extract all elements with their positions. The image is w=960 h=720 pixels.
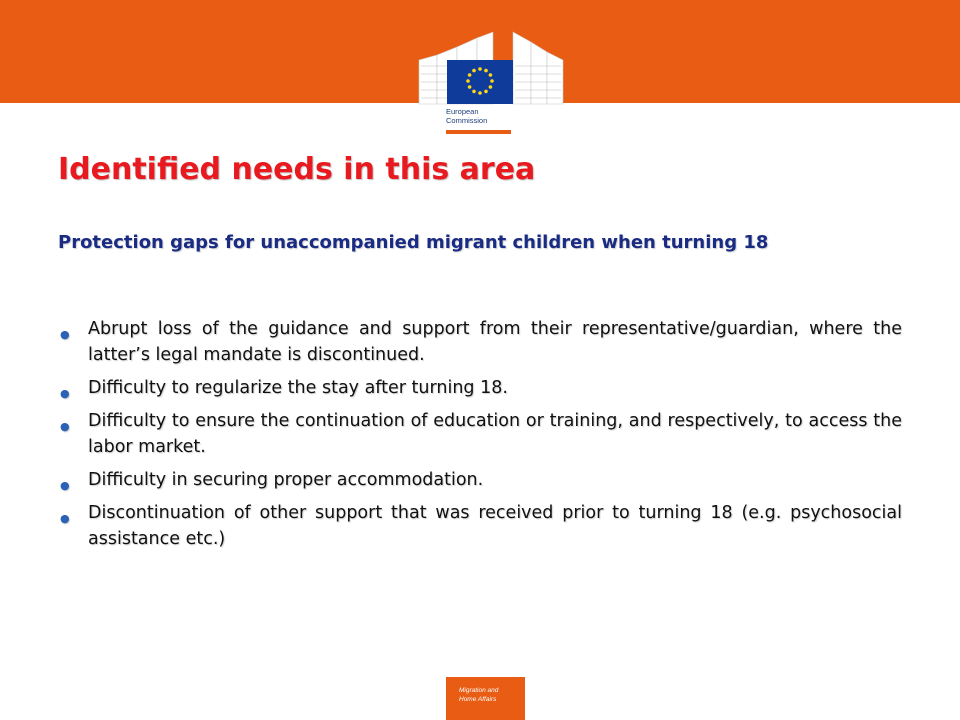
bullet-dot-icon: ● — [60, 512, 70, 525]
bullet-text: Abrupt loss of the guidance and support from their representative/guardian, where the latter’s legal mandate is discontinued. — [88, 319, 902, 365]
bullet-text: Difficulty in securing proper accommodation. — [88, 470, 484, 490]
bullet-item — [58, 316, 902, 368]
bullet-dot-icon: ● — [60, 420, 70, 433]
bullet-item — [58, 408, 902, 460]
bullet-dot-icon: ● — [60, 387, 70, 400]
logo-underline — [446, 130, 511, 134]
logo-text — [446, 107, 526, 125]
bullet-text: Difficulty to ensure the continuation of education or training, and respectively, to access the labor market. — [88, 411, 902, 457]
footer-line2: Home Affairs — [459, 696, 497, 703]
bullet-item — [58, 375, 902, 401]
bullet-text: Difficulty to regularize the stay after turning 18. — [88, 378, 508, 398]
bullet-item — [58, 467, 902, 493]
bullet-text: Discontinuation of other support that was received prior to turning 18 (e.g. psychosocial assistance etc.) — [88, 503, 902, 549]
footer-line1: Migration and — [459, 687, 499, 694]
bullet-dot-icon: ● — [60, 328, 70, 341]
slide-title: Identified needs in this area — [58, 152, 536, 187]
logo-text-line1: European — [446, 107, 479, 116]
bullet-list — [58, 316, 902, 559]
bullet-dot-icon: ● — [60, 479, 70, 492]
bullet-item — [58, 500, 902, 552]
footer-dg-name — [459, 686, 519, 704]
slide-subtitle: Protection gaps for unaccompanied migrant children when turning 18 — [58, 232, 769, 253]
logo-text-line2: Commission — [446, 116, 488, 125]
